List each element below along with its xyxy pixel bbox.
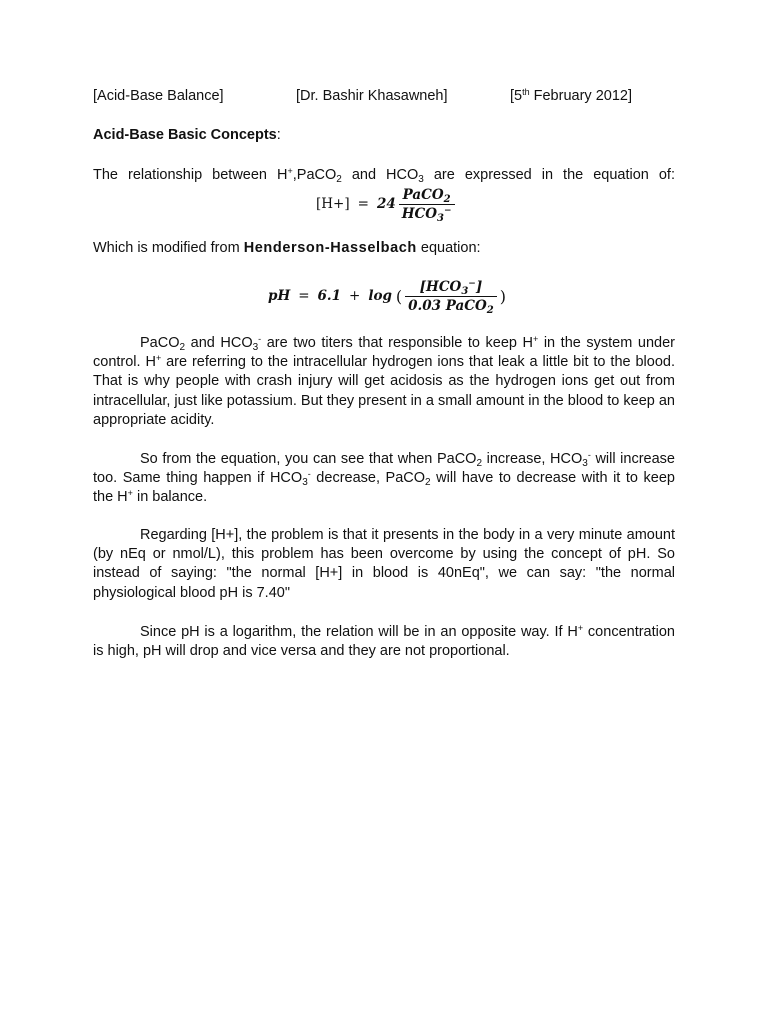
equation-hydrogen-concentration <box>316 184 458 224</box>
header-date: [5th February 2012] <box>510 87 632 104</box>
header-topic: [Acid-Base Balance] <box>93 88 224 104</box>
eq2-fraction: $\frac{[HCO_3^-]}{0.03 PaCO_2}$ <box>405 279 497 314</box>
section-title: Acid-Base Basic Concepts: <box>93 127 281 143</box>
paragraph-logarithm: Since pH is a logarithm, the relation will be in an opposite way. If H+ concentration is high, pH will drop and vice versa and they are not proportional. <box>93 623 675 660</box>
paragraph-relationship: The relationship between H+,PaCO$_2$ and $HCO_3$ are expressed in the equation of: <box>93 166 675 185</box>
paragraph-ph-concept: Regarding [H+], the problem is that it presents in the body in a very minute amount (by nEq or nmol/L), this problem has been overcome by using the concept of pH. So instead of saying: "the normal [H+] in blood is 40nEq", we can say: "the normal physiological blood pH is 7.40" <box>93 527 675 601</box>
eq2-constant: 6.1 <box>317 288 342 304</box>
eq1-equals: = <box>357 196 369 212</box>
paragraph-titers: PaCO$_2$ and $HCO_3^-$ are two titers that responsible to keep H+ in the system under control. H+ are referring to the intracellular hydrogen ions that leak a little bit to the blood. That is why people with crash injury will get acidosis as the hydrogen ions get out from intracellular, just like potassium. But they present in a small amount in the blood to keep an appropriate acidity. <box>93 334 675 428</box>
eq2-log: log <box>368 288 392 304</box>
paragraph-henderson-intro: Which is modified from Henderson-Hasselbach equation: <box>93 240 481 256</box>
eq1-lhs: [H+] <box>316 196 350 212</box>
header-author: [Dr. Bashir Khasawneh] <box>296 88 448 104</box>
eq1-fraction: $\frac{PaCO_2}{HCO_3^-}$ <box>399 187 455 222</box>
eq2-lhs: pH <box>268 288 291 304</box>
equation-henderson-hasselbach: pH = 6.1 + log ( $\frac{[HCO_3^-]}{0.03 PaCO_2}$ ) <box>268 278 506 316</box>
paragraph-equation-relation: So from the equation, you can see that when PaCO$_2$ increase, $HCO_3^-$ will increase too. Same thing happen if $HCO_3^-$ decrease, PaCO$_2$ will have to decrease with it to keep the H+ in balance. <box>93 450 675 506</box>
page-header <box>93 88 653 108</box>
eq1-coefficient: 24 <box>376 196 396 212</box>
